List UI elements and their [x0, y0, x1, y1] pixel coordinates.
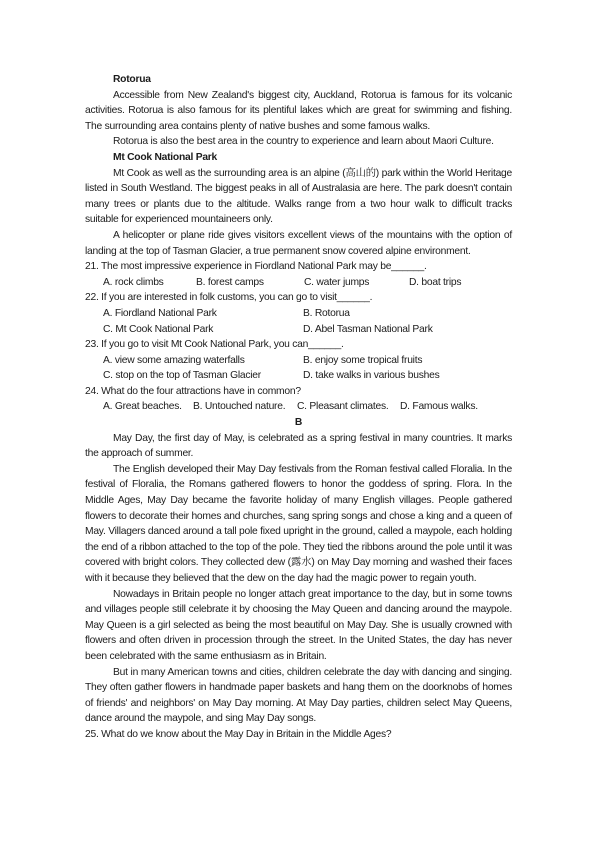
- passage-a-paragraph-mtcook-1: Mt Cook as well as the surrounding area is an alpine (高山的) park within the World Heritage listed in South Westland. The biggest peaks in all of Australasia are here. The park doesn't contain many trees or plants due to the altitude. Walks range from a two hour walk to difficult tracks suitable for experienced mountaineers only.: [85, 167, 512, 226]
- question-22-option-d: D. Abel Tasman National Park: [303, 323, 433, 335]
- passage-b-paragraph-1: May Day, the first day of May, is celebrated as a spring festival in many countries. It marks the approach of summer.: [85, 432, 512, 460]
- passage-b-paragraph-4: But in many American towns and cities, children celebrate the day with dancing and singing. They often gather flowers in handmade paper baskets and hang them on the doorknobs of homes of friends' and neighbors' on May Day morning. At May Day parties, children select May Queens, dance around the maypole, and sing May Day songs.: [85, 666, 512, 725]
- question-24-stem: 24. What do the four attractions have in common?: [85, 385, 301, 397]
- question-23-option-a: A. view some amazing waterfalls: [103, 354, 245, 366]
- passage-b-paragraph-2: The English developed their May Day festivals from the Roman festival called Floralia. In the festival of Floralia, the Romans gathered flowers to honor the goddess of spring. Flora. In the Middle Ages, May Day became the favorite holiday of many English villages. People gathered flowers to decorate their homes and churches, sang spring songs and chose a king and a queen of May. Villagers danced around a tall pole fixed upright in the ground, called a maypole, each holding the end of a ribbon attached to the top of the pole. They tied the ribbons around the pole until it was covered with bright colors. They collected dew (露水) on May Day morning and washed their faces with it because they believed that the dew on the day had the magic power to regain youth.: [85, 463, 512, 584]
- question-21-options: [85, 275, 512, 291]
- question-22-option-c: C. Mt Cook National Park: [103, 323, 214, 335]
- question-23-option-c: C. stop on the top of Tasman Glacier: [103, 370, 261, 382]
- question-24-option-d: D. Famous walks.: [400, 401, 478, 413]
- question-25-stem: 25. What do we know about the May Day in Britain in the Middle Ages?: [85, 728, 392, 740]
- passage-a-paragraph-rotorua-1: Accessible from New Zealand's biggest city, Auckland, Rotorua is famous for its volcanic activities. Rotorua is also famous for its plentiful lakes which are great for swimming and fishing. The surrounding area contains plenty of native bushes and some famous walks.: [85, 89, 512, 132]
- question-24-option-a: A. Great beaches.: [103, 401, 182, 413]
- passage-b-paragraph-3: Nowadays in Britain people no longer attach great importance to the day, but in some towns and villages people still celebrate it by choosing the May Queen and dancing around the maypole. May Queen is a girl selected as being the most beautiful on May Day. She is usually crowned with flowers and often driven in procession through the street. In the United States, the day has never been celebrated with the same enthusiasm as in Britain.: [85, 588, 512, 662]
- question-22-option-a: A. Fiordland National Park: [103, 307, 217, 319]
- question-21-stem: 21. The most impressive experience in Fiordland National Park may be______.: [85, 261, 427, 273]
- question-24-options: [85, 399, 512, 415]
- passage-a-heading-rotorua: Rotorua: [113, 74, 151, 85]
- question-21-option-a: A. rock climbs: [103, 276, 164, 288]
- passage-b-section-label: B: [294, 417, 303, 429]
- question-21-option-b: B. forest camps: [196, 276, 264, 288]
- question-23-options: [85, 353, 512, 384]
- question-21-option-c: C. water jumps: [304, 276, 370, 288]
- question-23-stem: 23. If you go to visit Mt Cook National Park, you can______.: [85, 339, 344, 351]
- passage-a-paragraph-mtcook-2: A helicopter or plane ride gives visitors excellent views of the mountains with the option of landing at the top of Tasman Glacier, a true permanent snow covered alpine environment.: [85, 229, 512, 257]
- document-content: [85, 72, 512, 743]
- question-24-option-c: C. Pleasant climates.: [297, 401, 389, 413]
- question-23-option-d: D. take walks in various bushes: [303, 370, 440, 382]
- question-22-option-b: B. Rotorua: [303, 307, 350, 319]
- question-23-option-b: B. enjoy some tropical fruits: [303, 354, 423, 366]
- question-22-stem: 22. If you are interested in folk customs, you can go to visit______.: [85, 292, 373, 304]
- question-21-option-d: D. boat trips: [409, 276, 462, 288]
- passage-a-paragraph-rotorua-2: Rotorua is also the best area in the country to experience and learn about Maori Culture.: [113, 136, 494, 148]
- question-24-option-b: B. Untouched nature.: [193, 401, 286, 413]
- question-22-options: [85, 306, 512, 337]
- passage-a-heading-mtcook: Mt Cook National Park: [113, 151, 218, 163]
